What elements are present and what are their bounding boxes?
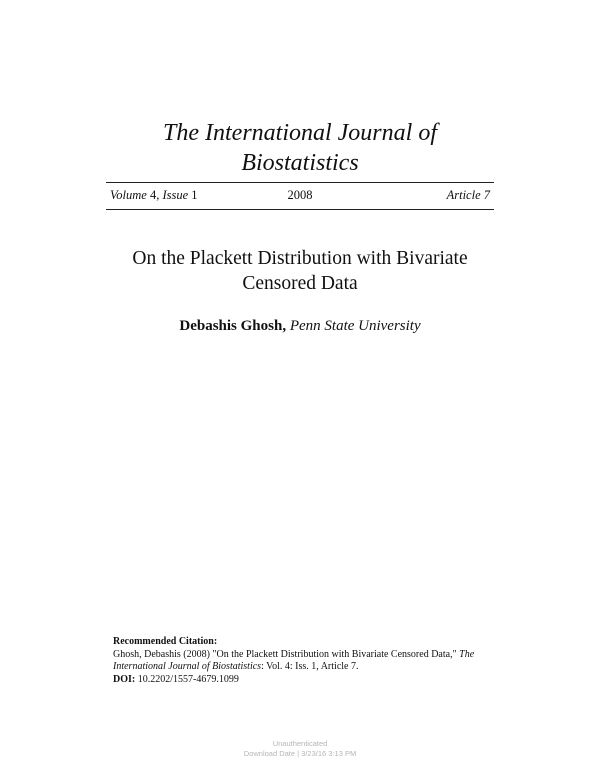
issue-year: 2008 (287, 188, 313, 202)
journal-title (0, 118, 600, 178)
download-stamp (0, 739, 600, 759)
doi-value: 10.2202/1557-4679.1099 (135, 673, 239, 685)
author-line (0, 318, 600, 335)
volume-number: 4 (149, 188, 157, 202)
citation-journal: The International Journal of Biostatistics (113, 648, 475, 672)
citation-text (113, 649, 493, 674)
issue-bar (106, 182, 494, 210)
article-title (0, 246, 600, 296)
journal-title-line-1: The International Journal of (163, 120, 437, 146)
volume-label: Volume (110, 188, 147, 202)
citation-doi (113, 674, 493, 687)
issue-label: Issue (162, 188, 189, 202)
citation-text-part1: Ghosh, Debashis (2008) "On the Plackett Distribution with Bivariate Censored Data," (113, 648, 460, 660)
journal-title-line-2: Biostatistics (241, 150, 359, 176)
download-stamp-line-2: Download Date | 3/23/16 3:13 PM (243, 749, 357, 758)
download-stamp-line-1: Unauthenticated (272, 739, 328, 748)
author-affiliation: Penn State University (289, 318, 421, 334)
citation-text-part2: : Vol. 4: Iss. 1, Article 7. (261, 661, 359, 672)
recommended-citation (113, 636, 493, 686)
volume-issue: Volume 4, Issue 1 (110, 188, 198, 202)
article-number: Article 7 (446, 188, 490, 202)
doi-label: DOI: (113, 673, 136, 685)
article-title-line-1: On the Plackett Distribution with Bivariate (132, 248, 468, 269)
issue-number: 1 (191, 188, 198, 202)
author-name: Debashis Ghosh, (179, 318, 287, 334)
citation-label: Recommended Citation: (113, 636, 218, 647)
article-title-line-2: Censored Data (242, 273, 358, 294)
